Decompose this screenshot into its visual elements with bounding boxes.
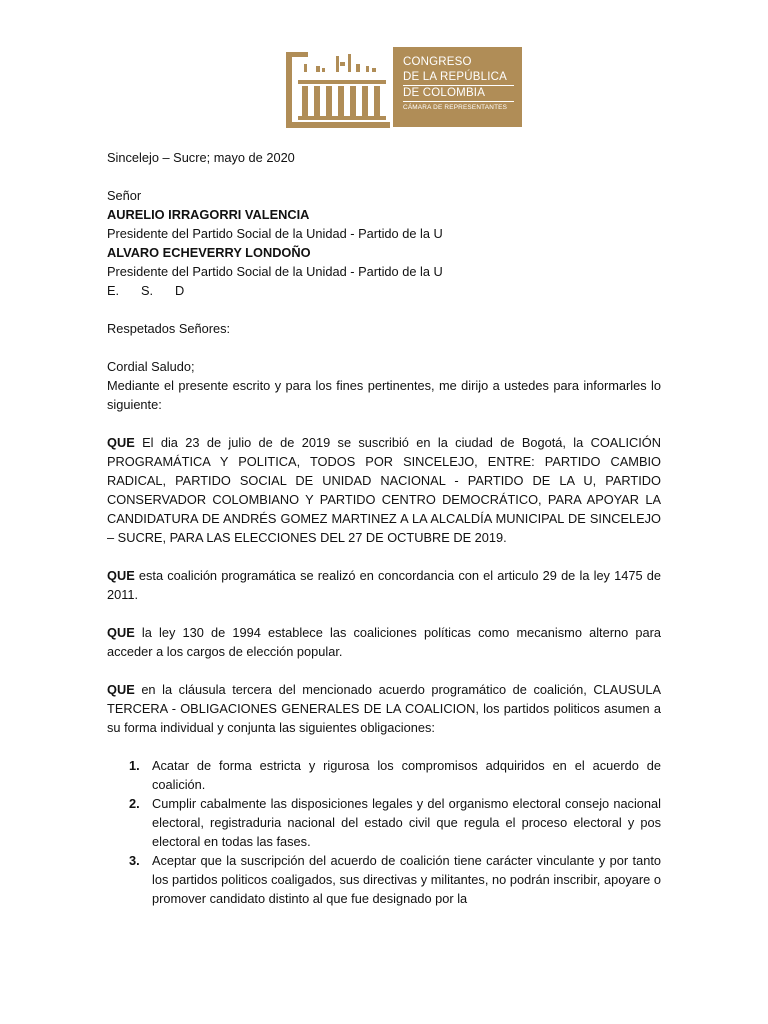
que-paragraph-1: [107, 433, 661, 547]
que-text-1: El dia 23 de julio de de 2019 se suscribió en la ciudad de Bogotá, la COALICIÓN PROGRAMÁTICA Y POLITICA, TODOS POR SINCELEJO, ENTRE: PARTIDO CAMBIO RADICAL, PARTIDO SOCIAL DE UNIDAD NACIONAL - PARTIDO DE LA U, PARTIDO CONSERVADOR COLOMBIANO Y PARTIDO CENTRO DEMOCRÁTICO, PARA APOYAR LA CANDIDATURA DE ANDRÉS GOMEZ MARTINEZ A LA ALCALDÍA MUNICIPAL DE SINCELEJO – SUCRE, PARA LAS ELECCIONES DEL 27 DE OCTUBRE DE 2019.: [107, 435, 661, 545]
cordial-greeting: Cordial Saludo;: [107, 359, 195, 374]
que-text-2: esta coalición programática se realizó en concordancia con el articulo 29 de la ley 1475 de 2011.: [107, 568, 661, 602]
list-item-text: Aceptar que la suscripción del acuerdo de coalición tiene carácter vinculante y por tanto los partidos politicos coaligados, sus directivas y militantes, no podrán inscribir, apoyare o promover candidato distinto al que fue designado por la: [152, 853, 661, 906]
list-item: [107, 756, 661, 794]
que-paragraph-4: [107, 680, 661, 737]
letter-body: [107, 148, 661, 908]
recipient-2-title: Presidente del Partido Social de la Unidad - Partido de la U: [107, 264, 443, 279]
esd-d: D: [175, 283, 185, 298]
que-text-4: en la cláusula tercera del mencionado acuerdo programático de coalición, CLAUSULA TERCERA - OBLIGACIONES GENERALES DE LA COALICION, los partidos politicos asumen a su forma individual y conjunta las siguientes obligaciones:: [107, 682, 661, 735]
intro-paragraph: Mediante el presente escrito y para los fines pertinentes, me dirijo a ustedes para informarles lo siguiente:: [107, 378, 661, 412]
list-item-number: 1.: [129, 758, 140, 773]
list-item-number: 2.: [129, 796, 140, 811]
recipient-1-name: AURELIO IRRAGORRI VALENCIA: [107, 207, 310, 222]
logo-text-line-2: DE LA REPÚBLICA: [403, 70, 514, 86]
congress-logo-wordmark: [393, 47, 522, 127]
que-label: QUE: [107, 568, 135, 583]
obligations-list: [107, 756, 661, 908]
list-item: [107, 851, 661, 908]
que-paragraph-3: [107, 623, 661, 661]
salutation-title: Señor: [107, 188, 142, 203]
que-label: QUE: [107, 682, 135, 697]
greeting: Respetados Señores:: [107, 321, 231, 336]
list-item: [107, 794, 661, 851]
list-item-text: Cumplir cabalmente las disposiciones legales y del organismo electoral consejo nacional electoral, registraduria nacional del estado civil que regula el proceso electoral y pos electoral en todas las fases.: [152, 796, 661, 849]
que-paragraph-2: [107, 566, 661, 604]
logo-text-chamber: CÁMARA DE REPRESENTANTES: [403, 104, 508, 111]
list-item-number: 3.: [129, 853, 140, 868]
que-label: QUE: [107, 435, 135, 450]
esd-e: E.: [107, 283, 120, 298]
list-item-text: Acatar de forma estricta y rigurosa los compromisos adquiridos en el acuerdo de coalición.: [152, 758, 661, 792]
logo-text-line-1: CONGRESO: [403, 56, 472, 68]
esd-line: [107, 281, 661, 300]
recipient-1-title: Presidente del Partido Social de la Unidad - Partido de la U: [107, 226, 443, 241]
esd-s: S.: [141, 283, 154, 298]
recipient-2-name: ALVARO ECHEVERRY LONDOÑO: [107, 245, 311, 260]
que-label: QUE: [107, 625, 135, 640]
que-text-3: la ley 130 de 1994 establece las coaliciones políticas como mecanismo alterno para acceder a los cargos de elección popular.: [107, 625, 661, 659]
logo-text-line-3: DE COLOMBIA: [403, 86, 514, 102]
place-date: Sincelejo – Sucre; mayo de 2020: [107, 150, 295, 165]
